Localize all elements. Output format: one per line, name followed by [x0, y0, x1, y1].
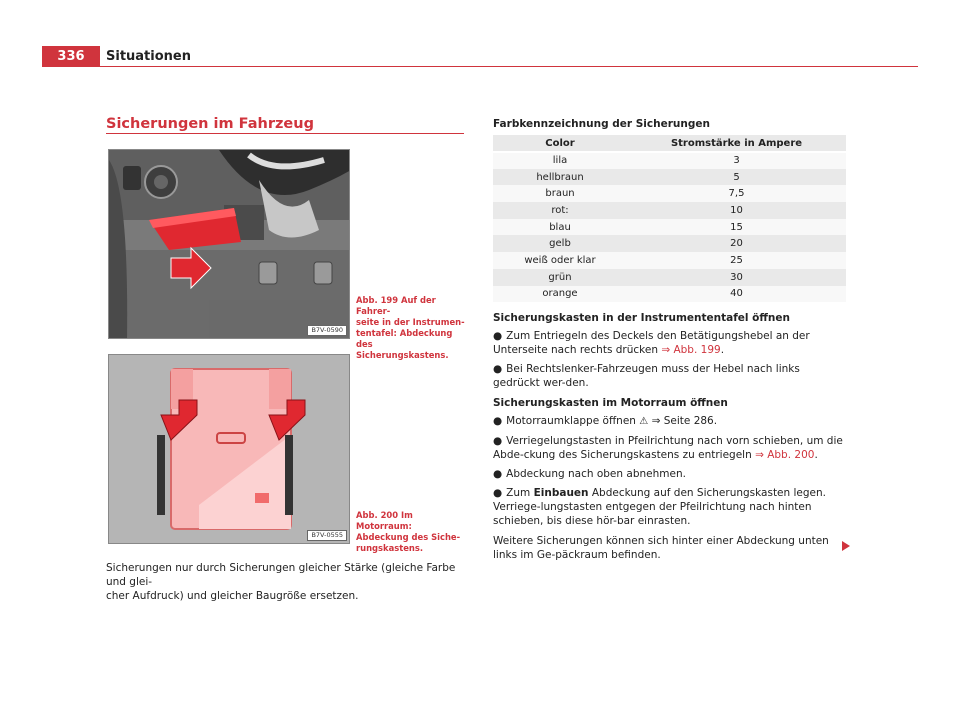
table-cell-color: blau [493, 219, 627, 236]
continue-arrow-icon [842, 541, 850, 551]
subheading: Sicherungskasten im Motorraum öffnen [493, 397, 728, 409]
list-item: ● Abdeckung nach oben abnehmen. [493, 468, 686, 480]
header-rule [100, 66, 918, 67]
bullet-icon: ● [493, 415, 503, 427]
table-cell-ampere: 7,5 [627, 185, 846, 202]
table-cell-color: weiß oder klar [493, 252, 627, 269]
table-row [493, 286, 846, 303]
table-header-row [493, 135, 846, 152]
table-row [493, 202, 846, 219]
table-cell-color: rot: [493, 202, 627, 219]
table-cell-color: grün [493, 269, 627, 286]
list-item: ● Motorraumklappe öffnen ⚠ ⇒ Seite 286. [493, 415, 718, 427]
table-header-ampere: Stromstärke in Ampere [627, 135, 846, 152]
table-cell-ampere: 5 [627, 169, 846, 186]
table-cell-ampere: 25 [627, 252, 846, 269]
table-cell-color: lila [493, 152, 627, 169]
table-cell-color: hellbraun [493, 169, 627, 186]
list-item: ● Zum Entriegeln des Deckels den Betätigungshebel an der Unterseite nach rechts drücken ⇒ Abb. 199. [493, 330, 810, 356]
list-item: ● Verriegelungstasten in Pfeilrichtung nach vorn schieben, um die Abde-ckung des Sicherungskastens zu entriegeln ⇒ Abb. 200. [493, 435, 843, 461]
fuse-replacement-note: Sicherungen nur durch Sicherungen gleicher Stärke (gleiche Farbe und glei- cher Aufdruck) und gleicher Baugröße ersetzen. [106, 562, 456, 602]
figure-fusebox [108, 354, 350, 544]
figure-caption: Abb. 200 Im Motorraum: Abdeckung des Siche- rungskastens. [356, 510, 461, 553]
warning-icon: ⚠ [639, 416, 649, 427]
fuse-color-table [493, 135, 846, 302]
list-item: ● Zum Einbauen Abdeckung auf den Sicherungskasten legen. Verriege-lungstasten entgegen der Pfeilrichtung nach hinten schieben, bis diese hör-bar einrasten. [493, 487, 827, 527]
table-row [493, 252, 846, 269]
subheading: Sicherungskasten in der Instrumententafel öffnen [493, 312, 790, 324]
instructions [493, 311, 849, 567]
table-header-color: Color [493, 135, 627, 152]
fusebox-illustration [109, 355, 350, 544]
table-cell-ampere: 30 [627, 269, 846, 286]
table-row [493, 169, 846, 186]
table-cell-ampere: 3 [627, 152, 846, 169]
figure-link[interactable]: ⇒ Abb. 200 [755, 449, 815, 461]
table-row [493, 219, 846, 236]
table-row [493, 185, 846, 202]
table-cell-ampere: 15 [627, 219, 846, 236]
table-cell-color: braun [493, 185, 627, 202]
bullet-icon: ● [493, 363, 503, 375]
table-row [493, 152, 846, 169]
dashboard-illustration [109, 150, 350, 339]
bullet-icon: ● [493, 330, 503, 342]
figure-caption: Abb. 199 Auf der Fahrer- seite in der Instrumen- tentafel: Abdeckung des Sicherungskastens. [356, 295, 465, 360]
table-cell-ampere: 40 [627, 286, 846, 303]
paragraph: Weitere Sicherungen können sich hinter einer Abdeckung unten links im Ge-päckraum befinden. [493, 535, 829, 561]
section-rule [106, 133, 464, 134]
figure-code: B7V-0555 [307, 530, 347, 541]
table-cell-color: orange [493, 286, 627, 303]
table-cell-color: gelb [493, 235, 627, 252]
bullet-icon: ● [493, 487, 503, 499]
section-title: Sicherungen im Fahrzeug [106, 116, 314, 132]
table-cell-ampere: 20 [627, 235, 846, 252]
bullet-icon: ● [493, 435, 503, 447]
table-row [493, 269, 846, 286]
table-cell-ampere: 10 [627, 202, 846, 219]
table-row [493, 235, 846, 252]
page-header-title: Situationen [106, 49, 191, 64]
table-title: Farbkennzeichnung der Sicherungen [493, 118, 710, 130]
page-number: 336 [42, 46, 100, 67]
figure-link[interactable]: ⇒ Abb. 199 [661, 344, 721, 356]
bullet-icon: ● [493, 468, 503, 480]
figure-code: B7V-0590 [307, 325, 347, 336]
figure-dashboard [108, 149, 350, 339]
list-item: ● Bei Rechtslenker-Fahrzeugen muss der Hebel nach links gedrückt wer-den. [493, 363, 800, 389]
